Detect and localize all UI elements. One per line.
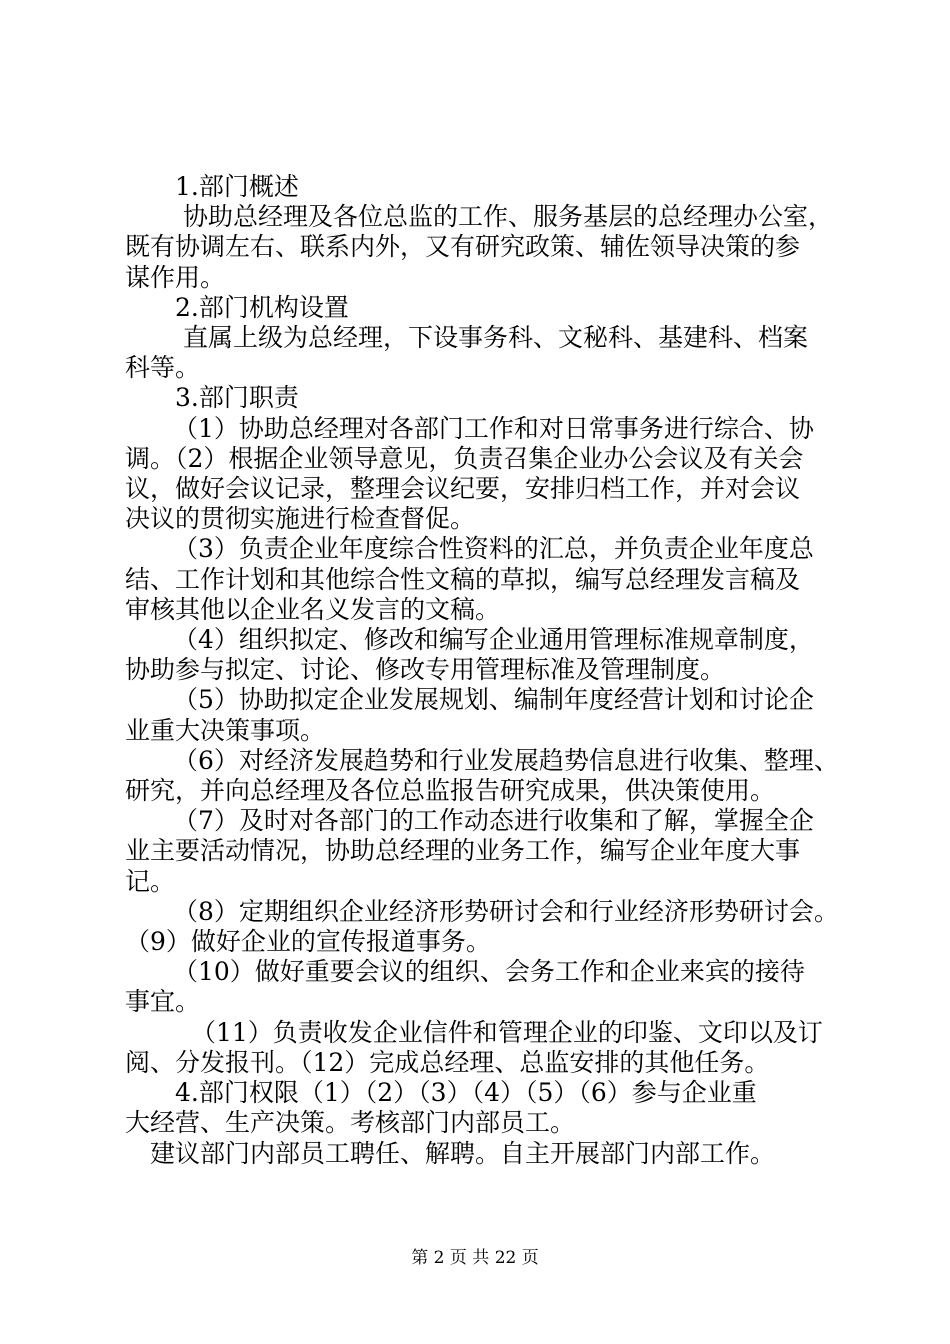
paragraph-line: 结、工作计划和其他综合性文稿的草拟，编写总经理发言稿及 [125,564,801,594]
paragraph-line: 审核其他以企业名义发言的文稿。 [125,594,501,624]
paragraph-line: 直属上级为总经理，下设事务科、文秘科、基建科、档案 [183,323,809,353]
paragraph-line: 业主要活动情况，协助总经理的业务工作，编写企业年度大事 [125,836,801,866]
paragraph-line: 调。（2）根据企业领导意见，负责召集企业办公会议及有关会 [125,443,804,473]
page-indicator: 第 2 页 共 22 页 [411,1248,539,1268]
paragraph-line: （8）定期组织企业经济形势研讨会和行业经济形势研讨会。 [173,896,839,926]
paragraph-line: 既有协调左右、联系内外，又有研究政策、辅佐领导决策的参 [125,232,801,262]
paragraph-line: 研究，并向总经理及各位总监报告研究成果，供决策使用。 [125,776,776,806]
paragraph-line: 协助总经理及各位总监的工作、服务基层的总经理办公室， [183,202,834,232]
document-body [125,172,845,1169]
paragraph-line: （4）组织拟定、修改和编写企业通用管理标准规章制度， [173,625,814,655]
paragraph-line: 协助参与拟定、讨论、修改专用管理标准及管理制度。 [125,655,726,685]
paragraph-line: （9）做好企业的宣传报道事务。 [125,927,491,957]
paragraph-line: 阅、分发报刊。（12）完成总经理、总监安排的其他任务。 [125,1047,770,1077]
paragraph-line: （7）及时对各部门的工作动态进行收集和了解，掌握全企 [173,806,814,836]
paragraph-line: （11）负责收发企业信件和管理企业的印鉴、文印以及订 [191,1017,823,1047]
paragraph-line: （6）对经济发展趋势和行业发展趋势信息进行收集、整理、 [173,745,839,775]
paragraph-line: 谋作用。 [125,262,226,292]
paragraph-line: （1）协助总经理对各部门工作和对日常事务进行综合、协 [173,413,814,443]
paragraph-line: 业重大决策事项。 [125,715,326,745]
paragraph-line: 大经营、生产决策。考核部门内部员工。 [125,1108,576,1138]
section-heading: 1.部门概述 [175,172,299,201]
paragraph-line: 记。 [125,866,176,896]
paragraph-line: 科等。 [125,353,201,383]
paragraph-line: 建议部门内部员工聘任、解聘。自主开展部门内部工作。 [150,1138,776,1168]
section-heading: 3.部门职责 [175,383,299,413]
paragraph-line: 议，做好会议记录，整理会议纪要，安排归档工作，并对会议 [125,474,801,504]
paragraph-line: （10）做好重要会议的组织、会务工作和企业来宾的接待 [173,957,805,987]
paragraph-line: 事宜。 [125,987,201,1017]
paragraph-line: （5）协助拟定企业发展规划、编制年度经营计划和讨论企 [173,685,814,715]
section-heading: 4.部门权限（1）（2）（3）（4）（5）（6）参与企业重 [175,1078,757,1108]
section-heading: 2.部门机构设置 [175,292,349,322]
paragraph-line: （3）负责企业年度综合性资料的汇总，并负责企业年度总 [173,534,814,564]
paragraph-line: 决议的贯彻实施进行检查督促。 [125,504,476,534]
